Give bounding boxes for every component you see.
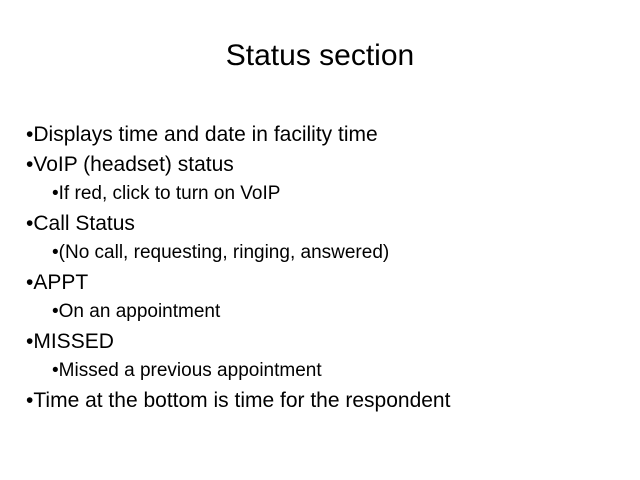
bullet-icon: • <box>26 270 34 294</box>
list-item <box>26 268 622 298</box>
list-item-label: APPT <box>33 270 89 294</box>
bullet-icon: • <box>26 152 34 176</box>
list-item <box>26 386 622 416</box>
bullet-list <box>26 120 622 415</box>
bullet-icon: • <box>52 183 59 204</box>
list-item <box>26 327 622 357</box>
bullet-icon: • <box>26 388 34 412</box>
list-item <box>26 120 622 150</box>
list-item-label: VoIP (headset) status <box>33 152 234 176</box>
list-item <box>26 297 622 327</box>
list-item-label: Missed a previous appointment <box>58 360 322 381</box>
list-item <box>26 179 622 209</box>
list-item-label: Displays time and date in facility time <box>33 123 378 146</box>
list-item-label: (No call, requesting, ringing, answered) <box>58 242 390 263</box>
bullet-icon: • <box>52 301 59 322</box>
bullet-icon: • <box>26 123 34 146</box>
list-item-label: Call Status <box>33 211 135 235</box>
list-item-label: If red, click to turn on VoIP <box>58 183 281 204</box>
bullet-icon: • <box>26 329 34 353</box>
bullet-icon: • <box>26 211 34 235</box>
list-item <box>26 150 622 180</box>
list-item <box>26 238 622 268</box>
list-item <box>26 209 622 239</box>
list-item-label: On an appointment <box>58 301 221 322</box>
list-item-label: Time at the bottom is time for the respondent <box>33 388 451 412</box>
page-title: Status section <box>225 39 415 72</box>
bullet-icon: • <box>52 360 59 381</box>
bullet-icon: • <box>52 242 59 263</box>
list-item-label: MISSED <box>33 329 114 353</box>
list-item <box>26 356 622 386</box>
